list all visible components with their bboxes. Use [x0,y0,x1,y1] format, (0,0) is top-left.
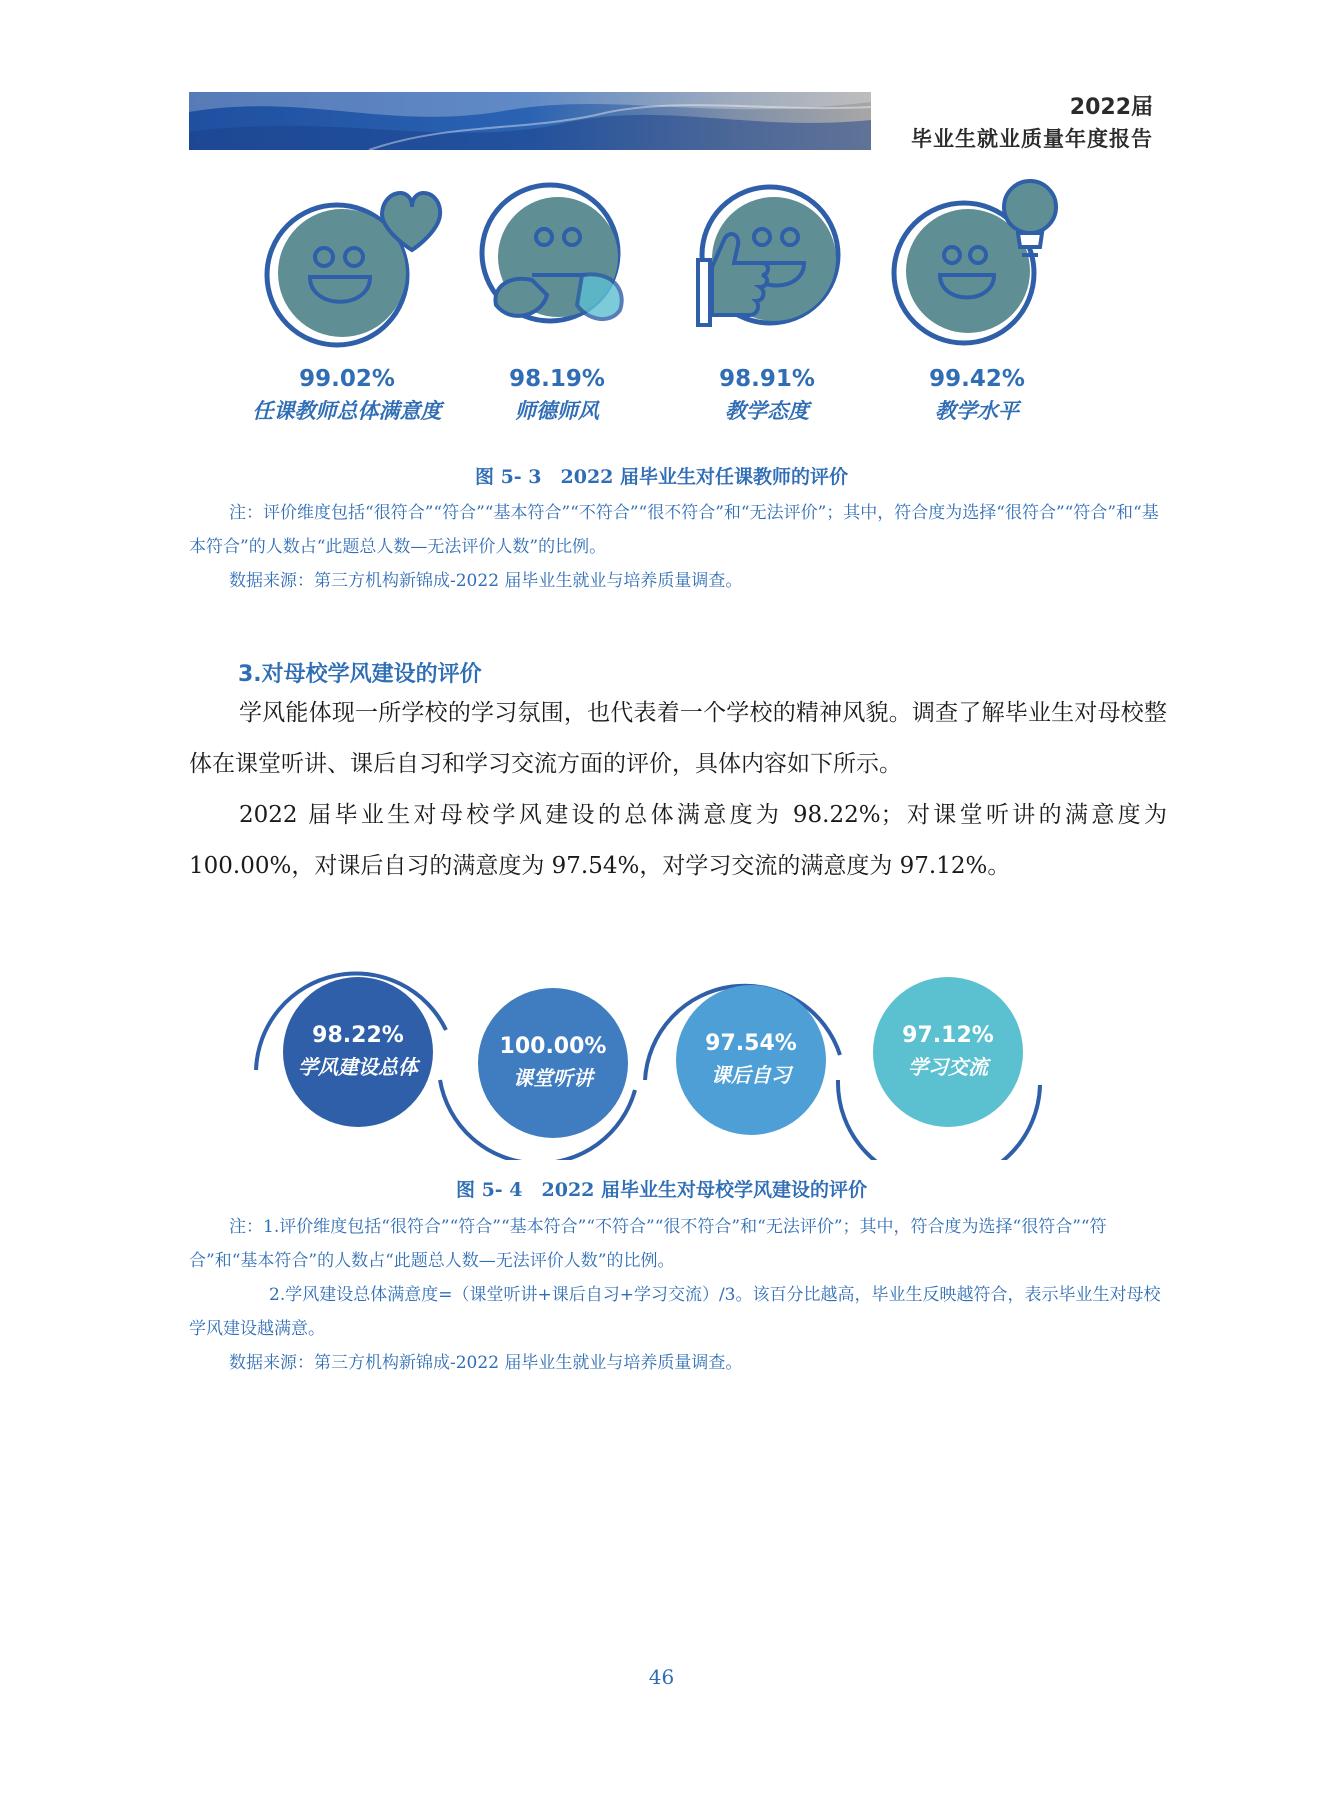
report-title [911,93,1153,155]
figure-caption-5-4: 图 5- 4 2022 届毕业生对母校学风建设的评价 [455,1179,868,1201]
exchange-label: 学习交流 [908,1055,988,1079]
lightbulb-smiley-icon [872,175,1082,350]
body-paragraph-1: 学风能体现一所学校的学习氛围，也代表着一个学校的精神风貌。调查了解毕业生对母校整体在课堂听讲、课后自习和学习交流方面的评价，具体内容如下所示。 [189,700,1167,777]
exchange-circle [873,977,1023,1127]
teaching-attitude-label: 教学态度 [725,399,809,423]
classroom-circle [478,988,628,1138]
figure-note-5-4 [189,1210,1169,1380]
study-overall-value: 98.22% [312,1023,404,1048]
study-overall-label: 学风建设总体 [298,1055,418,1079]
hands-smiley-icon [452,175,662,350]
classroom-value: 100.00% [499,1034,607,1059]
note-text-1: 注：1.评价维度包括“很符合”“符合”“基本符合”“不符合”“很不符合”和“无法评价”；其中，符合度为选择“很符合”“符合”和“基本符合”的人数占“此题总人数—无法评价人数”的比例。 [189,1217,1107,1271]
teacher-ethics-card [452,175,662,428]
self-study-circle [676,985,826,1135]
heart-smiley-icon [242,175,452,350]
wave-banner-icon [189,92,871,150]
teaching-attitude-value: 98.91% [719,366,815,392]
data-source-2: 数据来源：第三方机构新锦成-2022 届毕业生就业与培养质量调查。 [229,1353,743,1373]
teaching-level-value: 99.42% [929,366,1025,392]
note-text: 注：评价维度包括“很符合”“符合”“基本符合”“不符合”“很不符合”和“无法评价”；其中，符合度为选择“很符合”“符合”和“基本符合”的人数占“此题总人数—无法评价人数”的比例。 [189,503,1159,557]
teacher-overall-label: 任课教师总体满意度 [252,399,442,423]
self-study-label: 课后自习 [711,1063,791,1087]
section-heading: 3.对母校学风建设的评价 [238,662,482,687]
classroom-label: 课堂听讲 [513,1066,593,1090]
figure-caption-5-3: 图 5- 3 2022 届毕业生对任课教师的评价 [474,466,849,488]
data-source: 数据来源：第三方机构新锦成-2022 届毕业生就业与培养质量调查。 [229,571,743,591]
teacher-ethics-label: 师德师风 [515,399,599,423]
figure-note-5-3 [189,496,1169,598]
teaching-level-label: 教学水平 [935,399,1019,423]
report-year: 2022届 [1069,95,1153,120]
exchange-value: 97.12% [902,1023,994,1048]
teacher-ethics-value: 98.19% [509,366,605,392]
teaching-attitude-card [662,175,872,428]
body-paragraph-2: 2022 届毕业生对母校学风建设的总体满意度为 98.22%；对课堂听讲的满意度为 100.00%，对课后自习的满意度为 97.54%，对学习交流的满意度为 97.12%。 [189,802,1167,879]
section-body [189,688,1167,892]
self-study-value: 97.54% [705,1031,797,1056]
thumbs-up-smiley-icon [662,175,872,350]
teaching-level-card [872,175,1082,428]
report-name: 毕业生就业质量年度报告 [911,127,1153,151]
header-banner [189,92,871,150]
teacher-overall-card [242,175,452,428]
note-text-2: 2.学风建设总体满意度=（课堂听讲+课后自习+学习交流）/3。该百分比越高，毕业生反映越符合，表示毕业生对母校学风建设越满意。 [189,1285,1161,1339]
page-number: 46 [648,1665,675,1689]
teacher-overall-value: 99.02% [299,366,395,392]
study-overall-circle [283,977,433,1127]
